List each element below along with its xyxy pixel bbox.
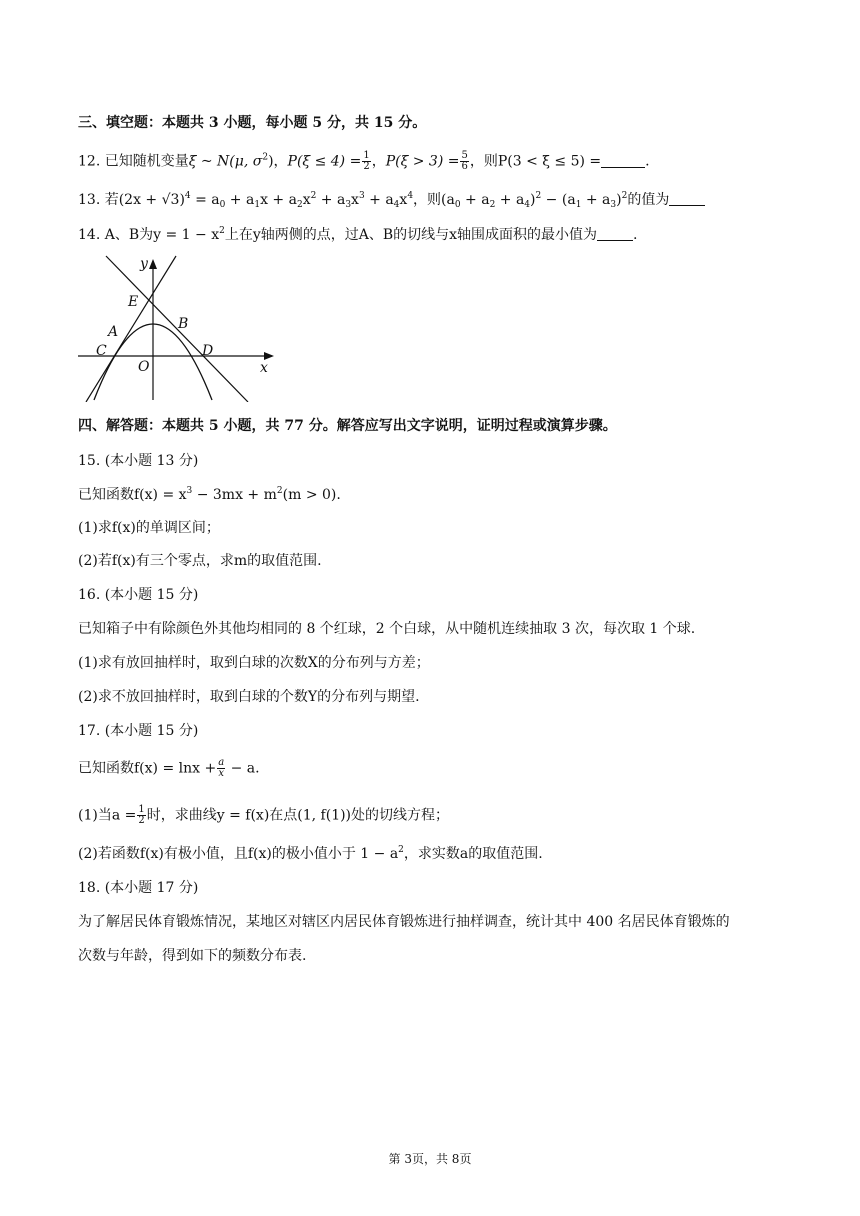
question-17-stem: 已知函数f(x) = lnx + $\frac{a}{x}$ − a. bbox=[78, 757, 260, 779]
question-16-part-2: (2)求不放回抽样时，取到白球的个数Y的分布列与期望. bbox=[78, 689, 420, 705]
section-4-heading: 四、解答题：本题共 5 小题，共 77 分。解答应写出文字说明，证明过程或演算步骤。 bbox=[78, 418, 617, 434]
label-x: x bbox=[260, 360, 268, 376]
question-15-part-1: (1)求f(x)的单调区间； bbox=[78, 520, 220, 536]
question-16-stem: 已知箱子中有除颜色外其他均相同的 8 个红球，2 个白球，从中随机连续抽取 3 次，每次取 1 个球. bbox=[78, 621, 696, 637]
label-o: O bbox=[138, 359, 150, 375]
label-e: E bbox=[128, 294, 139, 310]
label-a: A bbox=[108, 324, 119, 340]
question-17-part-2: (2)若函数f(x)有极小值，且f(x)的极小值小于 $1 - a^2$，求实数a的取值范围. bbox=[78, 845, 543, 862]
question-17-part-1: (1)当a = $\frac{1}{2}$ 时，求曲线y = f(x)在点(1, f(1))处的切线方程； bbox=[78, 804, 450, 826]
answer-blank-12[interactable] bbox=[601, 154, 645, 168]
question-17-title: 17. (本小题 15 分) bbox=[78, 723, 199, 739]
fraction-one-half: $\frac{1}{2}$ bbox=[363, 150, 370, 172]
question-14: 14. A、B为$y = 1 - x^2$上在y轴两侧的点，过A、B的切线与x轴围成面积的最小值为 . bbox=[78, 226, 638, 243]
parabola-tangent-figure bbox=[78, 254, 278, 402]
answer-blank-13[interactable] bbox=[669, 192, 705, 206]
question-12: 12. 已知随机变量ξ ~ N(μ, $\sigma^2$)，P(ξ ≤ 4) = $\frac{1}{2}$ ，P(ξ > 3) = $\frac{5}{6}$ ，则P(3 < ξ ≤ 5) = . bbox=[78, 150, 650, 172]
tangent-line-at-a bbox=[86, 256, 176, 402]
question-15-title: 15. (本小题 13 分) bbox=[78, 453, 199, 469]
tangent-line-at-b bbox=[106, 256, 248, 402]
label-y: y bbox=[140, 256, 148, 272]
question-15-stem: 已知函数$f(x) = x^3 - 3mx + m^2(m > 0)$. bbox=[78, 486, 341, 503]
y-axis-arrow bbox=[149, 259, 157, 269]
question-13: 13. 若$(2x + √3)^4 = a_0 + a_1x + a_2x^2 + a_3x^3 + a_4x^4$，则$(a_0 + a_2 + a_4)^2 - (a_1 + a_3)^2$的值为 bbox=[78, 191, 705, 209]
label-d: D bbox=[202, 343, 214, 359]
question-18-stem-line-1: 为了解居民体育锻炼情况，某地区对辖区内居民体育锻炼进行抽样调查，统计其中 400 名居民体育锻炼的 bbox=[78, 914, 730, 930]
fraction-a-over-x: $\frac{a}{x}$ bbox=[218, 757, 225, 779]
x-axis-arrow bbox=[264, 352, 274, 360]
question-15-part-2: (2)若f(x)有三个零点，求m的取值范围. bbox=[78, 553, 322, 569]
answer-blank-14[interactable] bbox=[597, 227, 633, 241]
label-c: C bbox=[96, 343, 107, 359]
fraction-five-sixths: $\frac{5}{6}$ bbox=[461, 150, 468, 172]
question-18-stem-line-2: 次数与年龄，得到如下的频数分布表. bbox=[78, 948, 307, 964]
question-16-title: 16. (本小题 15 分) bbox=[78, 587, 199, 603]
page-footer: 第 3页，共 8页 bbox=[388, 1152, 472, 1166]
label-b: B bbox=[178, 316, 189, 332]
section-3-heading: 三、填空题：本题共 3 小题，每小题 5 分，共 15 分。 bbox=[78, 115, 427, 131]
fraction-one-half-17: $\frac{1}{2}$ bbox=[138, 804, 145, 826]
question-18-title: 18. (本小题 17 分) bbox=[78, 880, 199, 896]
question-16-part-1: (1)求有放回抽样时，取到白球的次数X的分布列与方差； bbox=[78, 655, 430, 671]
